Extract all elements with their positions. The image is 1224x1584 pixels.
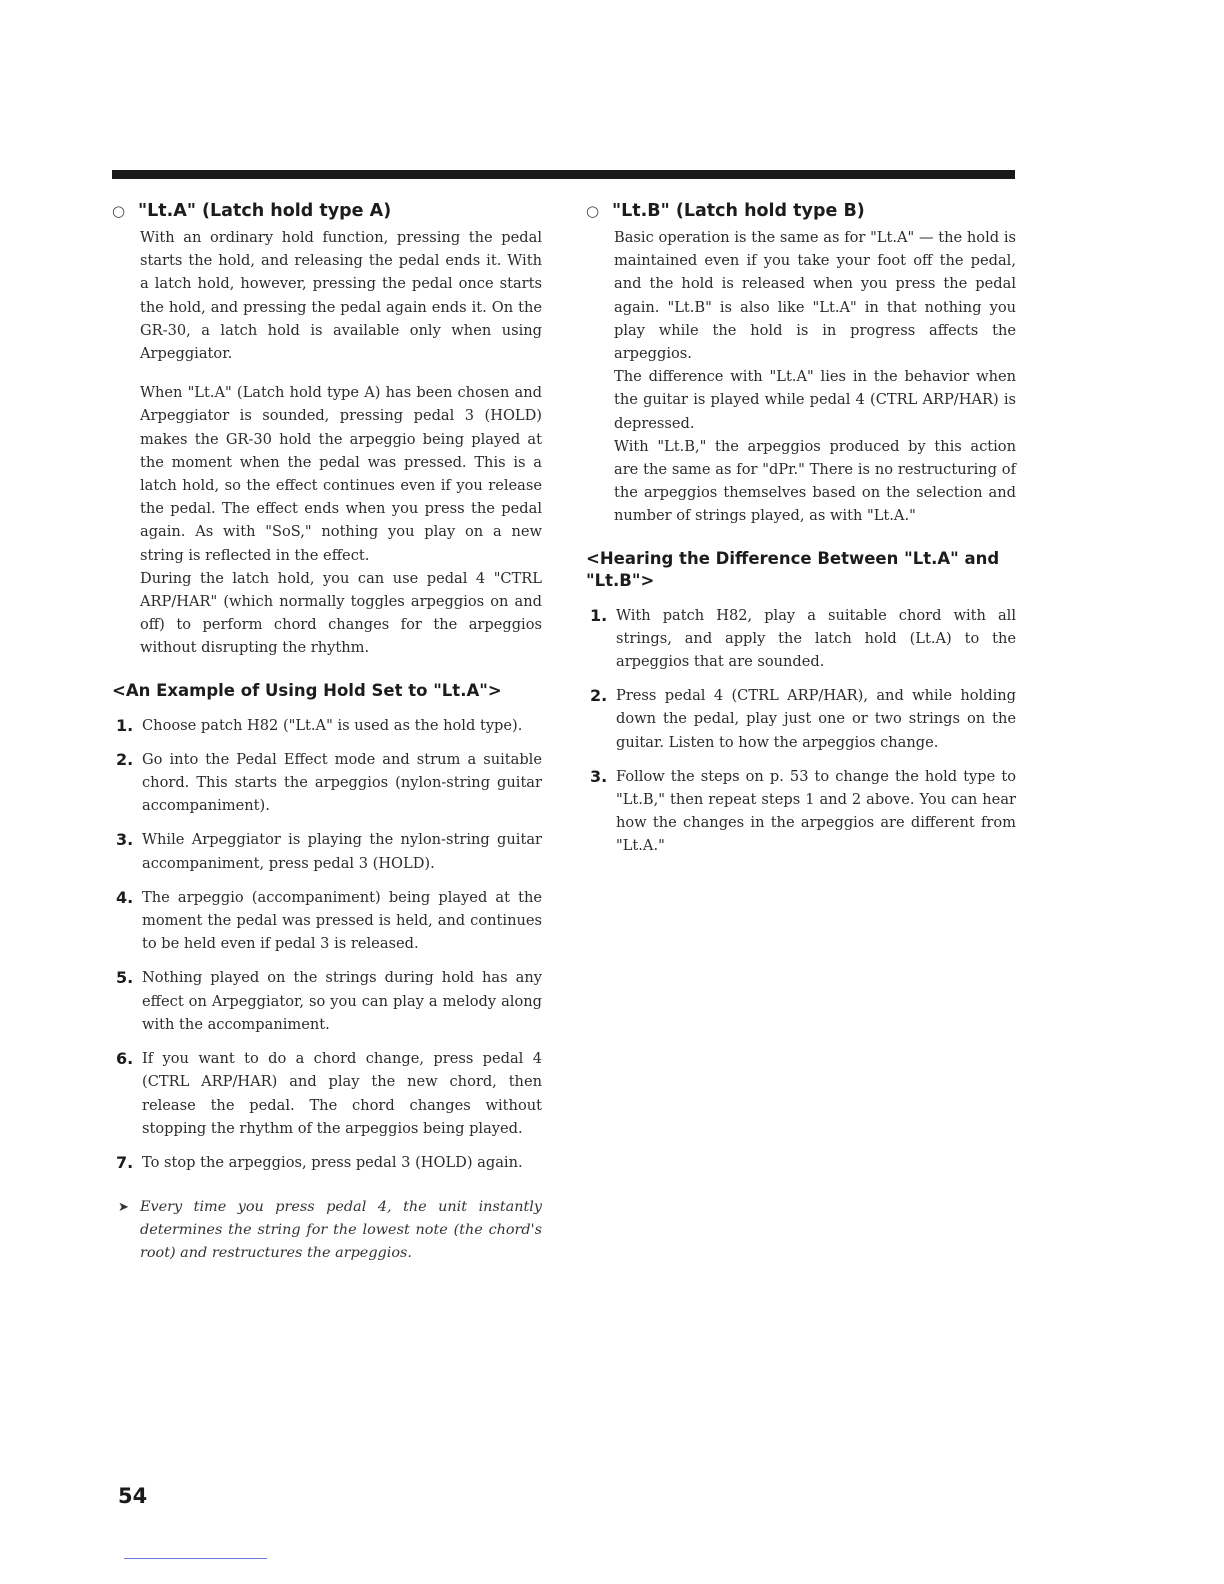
ltb-paragraph-1: Basic operation is the same as for "Lt.A" — the hold is maintained even if you take your foot off the pedal, and the hold is released when you press the pedal again. "Lt.B" is also like "Lt.A" in that nothing you play while the hold is in progress affects the arpeggios. xyxy=(614,229,1016,363)
lta-paragraph-1: With an ordinary hold function, pressing the pedal starts the hold, and releasing the pedal ends it. With a latch hold, however, pressing the pedal once starts the hold, and pressing the pedal again ends it. On the GR-30, a latch hold is available only when using Arpeggiator. xyxy=(140,229,542,363)
step-number: 5. xyxy=(116,968,134,988)
circle-bullet-icon: ○ xyxy=(112,202,126,220)
ltb-paragraph-3: With "Lt.B," the arpeggios produced by this action are the same as for "dPr." There is no restructuring of the arpeggios themselves based on the selection and number of strings played, as with "Lt.A." xyxy=(614,437,1016,525)
left-column xyxy=(112,200,542,1265)
lta-heading-text: "Lt.A" (Latch hold type A) xyxy=(138,201,392,221)
list-item xyxy=(112,714,542,737)
hearing-steps-list xyxy=(586,604,1016,858)
step-number: 1. xyxy=(590,605,608,625)
bottom-line xyxy=(124,1558,267,1559)
step-number: 3. xyxy=(590,766,608,786)
example-heading: <An Example of Using Hold Set to "Lt.A"> xyxy=(112,680,502,700)
step-text: Choose patch H82 ("Lt.A" is used as the hold type). xyxy=(142,716,523,734)
list-item xyxy=(112,1047,542,1140)
step-text: While Arpeggiator is playing the nylon-string guitar accompaniment, press pedal 3 (HOLD). xyxy=(142,831,542,872)
section-heading-ltb xyxy=(586,200,1016,222)
section-heading-lta xyxy=(112,200,542,222)
list-item xyxy=(586,684,1016,754)
step-number: 2. xyxy=(590,686,608,706)
note-text: Every time you press pedal 4, the unit instantly determines the string for the lowest note (the chord's root) and restructures the arpeggios. xyxy=(140,1199,542,1262)
step-number: 6. xyxy=(116,1049,134,1069)
right-column xyxy=(586,200,1016,869)
lta-paragraph-2: When "Lt.A" (Latch hold type A) has been chosen and Arpeggiator is sounded, pressing pedal 3 (HOLD) makes the GR-30 hold the arpeggio being played at the moment when the pedal was pressed. This is a latch hold, so the effect continues even if you release the pedal. The effect ends when you press the pedal again. As with "SoS," nothing you play on a new string is reflected in the effect. xyxy=(140,384,542,564)
list-item xyxy=(112,966,542,1036)
step-number: 7. xyxy=(116,1152,134,1172)
list-item xyxy=(586,765,1016,858)
lta-paragraph-3: During the latch hold, you can use pedal 4 "CTRL ARP/HAR" (which normally toggles arpeggios on and off) to perform chord changes for the arpeggios without disrupting the rhythm. xyxy=(140,569,542,657)
page-number: 54 xyxy=(118,1484,148,1508)
example-steps-list xyxy=(112,714,542,1174)
step-number: 1. xyxy=(116,715,134,735)
ltb-paragraph-2: The difference with "Lt.A" lies in the behavior when the guitar is played while pedal 4 (CTRL ARP/HAR) is depressed. xyxy=(614,368,1016,432)
hearing-heading: <Hearing the Difference Between "Lt.A" and "Lt.B"> xyxy=(586,548,1000,590)
step-text: If you want to do a chord change, press pedal 4 (CTRL ARP/HAR) and play the new chord, then release the pedal. The chord changes without stopping the rhythm of the arpeggios being played. xyxy=(142,1050,542,1137)
list-item xyxy=(112,828,542,874)
step-number: 3. xyxy=(116,830,134,850)
step-text: To stop the arpeggios, press pedal 3 (HOLD) again. xyxy=(142,1153,523,1171)
list-item xyxy=(112,1151,542,1174)
step-text: With patch H82, play a suitable chord with all strings, and apply the latch hold (Lt.A) to the arpeggios that are sounded. xyxy=(616,606,1016,671)
step-text: Follow the steps on p. 53 to change the hold type to "Lt.B," then repeat steps 1 and 2 above. You can hear how the changes in the arpeggios are different from "Lt.A." xyxy=(616,767,1016,855)
step-text: Press pedal 4 (CTRL ARP/HAR), and while holding down the pedal, play just one or two strings on the guitar. Listen to how the arpeggios change. xyxy=(616,687,1016,751)
list-item xyxy=(586,604,1016,674)
top-rule xyxy=(112,170,1015,179)
step-text: The arpeggio (accompaniment) being played at the moment the pedal was pressed is held, and continues to be held even if pedal 3 is released. xyxy=(142,888,542,953)
step-number: 2. xyxy=(116,749,134,769)
step-number: 4. xyxy=(116,887,134,907)
note-block xyxy=(112,1196,542,1265)
step-text: Go into the Pedal Effect mode and strum a suitable chord. This starts the arpeggios (nylon-string guitar accompaniment). xyxy=(142,750,542,815)
circle-bullet-icon: ○ xyxy=(586,202,600,220)
arrow-note-icon: ➤ xyxy=(118,1200,129,1216)
list-item xyxy=(112,748,542,818)
step-text: Nothing played on the strings during hold has any effect on Arpeggiator, so you can play a melody along with the accompaniment. xyxy=(142,969,542,1033)
ltb-heading-text: "Lt.B" (Latch hold type B) xyxy=(612,201,865,221)
list-item xyxy=(112,886,542,956)
